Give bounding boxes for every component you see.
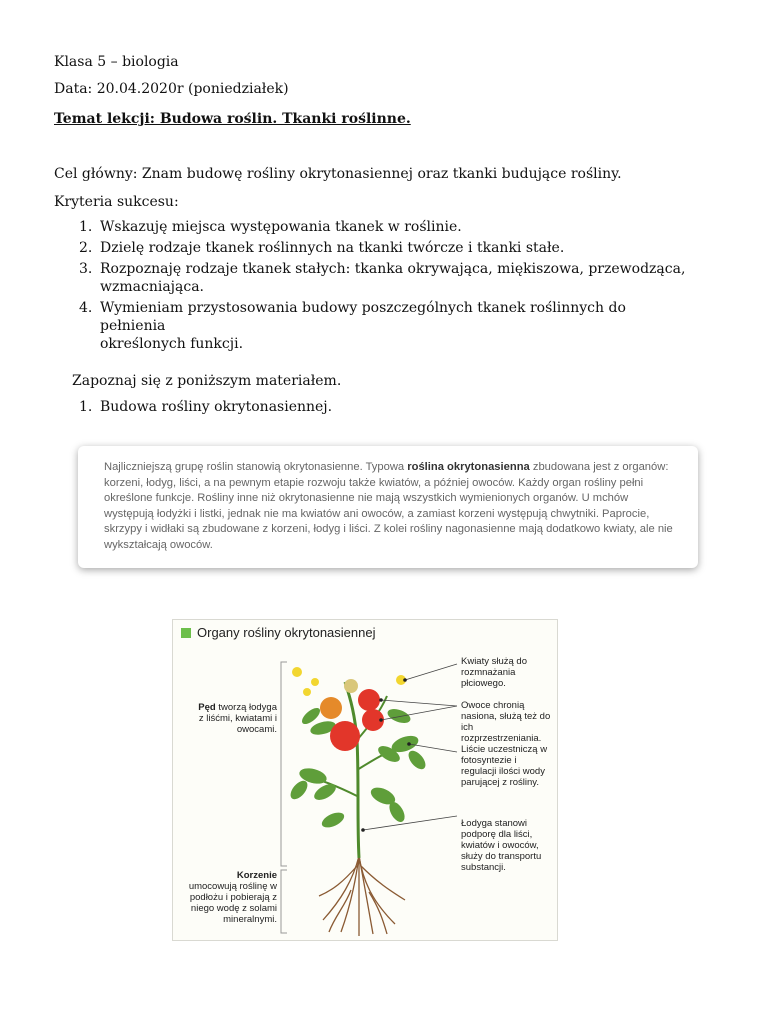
criteria-number: 1. <box>79 219 93 235</box>
main-goal: Cel główny: Znam budowę rośliny okrytonasiennej oraz tkanki budujące rośliny. <box>54 166 622 182</box>
section-title: Budowa rośliny okrytonasiennej. <box>100 399 333 415</box>
criteria-text: Dzielę rodzaje tkanek roślinnych na tkanki twórcze i tkanki stałe. <box>100 240 565 256</box>
criteria-item <box>54 299 694 353</box>
root-label: Korzenie umocowują roślinę w podłożu i pobierają z niego wodę z solami mineralnymi. <box>188 870 277 925</box>
section-number: 1. <box>79 399 93 415</box>
criteria-text: wzmacniająca. <box>100 279 204 295</box>
criteria-item <box>54 260 694 296</box>
flowers-label: Kwiaty służą do rozmnażania płciowego. <box>461 656 528 689</box>
criteria-label: Kryteria sukcesu: <box>54 194 179 210</box>
leaves-label: Liście uczestniczą w fotosyntezie i regulacji ilości wody parującej z rośliny. <box>461 744 548 788</box>
criteria-item <box>54 218 694 236</box>
criteria-number: 2. <box>79 240 93 256</box>
criteria-list <box>54 218 694 356</box>
fruits-label: Owoce chronią nasiona, służą też do ich rozprzestrzeniania. <box>461 700 551 744</box>
date-line: Data: 20.04.2020r (poniedziałek) <box>54 81 289 97</box>
criteria-number: 3. <box>79 261 93 277</box>
instruction: Zapoznaj się z poniższym materiałem. <box>72 373 342 389</box>
plant-figure <box>172 619 558 941</box>
criteria-text: Rozpoznaję rodzaje tkanek stałych: tkanka okrywająca, miękiszowa, przewodząca, <box>100 261 686 277</box>
criteria-text: określonych funkcji. <box>100 336 244 352</box>
lesson-topic: Temat lekcji: Budowa roślin. Tkanki roślinne. <box>54 111 411 127</box>
criteria-text: Wskazuję miejsca występowania tkanek w roślinie. <box>100 219 462 235</box>
figure-title: Organy rośliny okrytonasiennej <box>181 625 375 640</box>
criteria-text: Wymieniam przystosowania budowy poszczególnych tkanek roślinnych do pełnienia <box>100 300 626 334</box>
class-line: Klasa 5 – biologia <box>54 54 179 70</box>
criteria-number: 4. <box>79 300 93 316</box>
info-text: Najliczniejszą grupę roślin stanowią okrytonasienne. Typowa roślina okrytonasienna zbudowana jest z organów: korzeni, łodyg, liści, a na pewnym etapie rozwoju także kwiatów, a później owoców. Każdy organ rośliny pełni określone funkcje. Rośliny inne niż okrytonasienne nie mają wszystkich wymienionych organów. U mchów występują łodyżki i listki, jednak nie ma kwiatów ani owoców, a zamiast korzeni występują chwytniki. Paprocie, skrzypy i widłaki są zbudowane z korzeni, łodyg i liści. Z kolei rośliny nagonasienne mają dodatkowo kwiaty, ale nie wykształcają owoców. <box>104 461 673 551</box>
criteria-item <box>54 239 694 257</box>
stem-label: Łodyga stanowi podporę dla liści, kwiatów i owoców, służy do transportu substancji. <box>461 818 542 873</box>
shoot-label: Pęd tworzą łodyga z liśćmi, kwiatami i owocami. <box>198 702 277 735</box>
info-box <box>78 446 698 568</box>
